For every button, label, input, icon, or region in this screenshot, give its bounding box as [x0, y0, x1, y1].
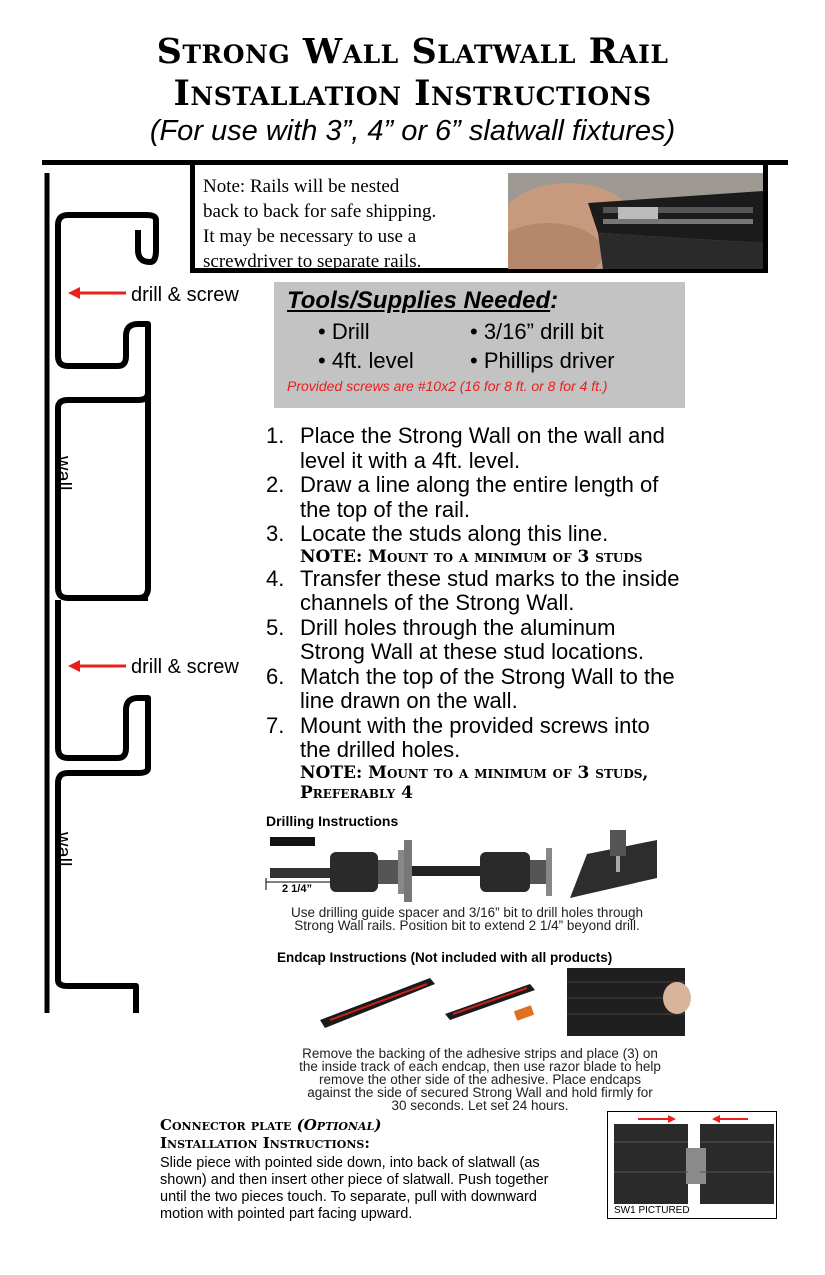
connector-text: Slide piece with pointed side down, into back of slatwall (as shown) and then insert other piece of slatwall. Push together until the two pieces touch. To separate, pull with downward motion with pointed part facing upward. [160, 1155, 549, 1222]
stud-note-1: NOTE: Mount to a minimum of 3 studs [300, 546, 643, 567]
list-item: 3. Locate the studs along this line. [266, 521, 609, 546]
drilling-caption: Use drilling guide spacer and 3/16” bit to drill holes through Strong Wall rails. Position bit to extend 2 1/4” beyond drill. [291, 905, 643, 933]
connector-subheading: Installation Instructions: [160, 1134, 370, 1152]
connector-image [608, 1112, 777, 1219]
tool-item: • Drill [318, 319, 370, 344]
list-item: 6. Match the top of the Strong Wall to the line drawn on the wall. [266, 663, 675, 713]
wall-label-2: wall [52, 832, 74, 867]
drill-screw-label-2: drill & screw [131, 656, 239, 678]
title-line-1: Strong Wall Slatwall Rail [156, 31, 669, 72]
stud-note-2: NOTE: Mount to a minimum of 3 studs, [300, 762, 649, 783]
installation-steps [266, 424, 746, 803]
note-line: Note: Rails will be nested [203, 176, 400, 197]
wall-label-1: wall [52, 456, 74, 491]
photo-label: SW1 PICTURED [614, 1205, 690, 1216]
list-item: 2. Draw a line along the entire length of the top of the rail. [266, 472, 659, 522]
note-line: screwdriver to separate rails. [203, 251, 422, 272]
provided-screws: Provided screws are #10x2 (16 for 8 ft. or 8 for 4 ft.) [287, 378, 608, 394]
list-item: 5. Drill holes through the aluminum Strong Wall at these stud locations. [266, 614, 645, 664]
connector-photo [607, 1111, 777, 1219]
note-line: It may be necessary to use a [203, 226, 417, 247]
list-item: 1. Place the Strong Wall on the wall and level it with a 4ft. level. [266, 423, 665, 473]
drilling-heading: Drilling Instructions [266, 813, 399, 829]
endcap-heading: Endcap Instructions (Not included with all products) [277, 950, 613, 965]
stud-note-2b: Preferably 4 [300, 782, 413, 803]
tool-item: • Phillips driver [470, 348, 615, 373]
tool-item: • 4ft. level [318, 348, 414, 373]
endcap-caption: Remove the backing of the adhesive strips and place (3) on the inside track of each endcap, then use razor blade to help remove the other side of the adhesive. Place endcaps against the side of secured Strong Wall and hold firmly for 30 seconds. Let set 24 hours. [299, 1046, 661, 1113]
nested-rails-image [508, 173, 763, 269]
title-line-2: Installation Instructions [173, 73, 652, 114]
list-item: 7. Mount with the provided screws into the drilled holes. [266, 712, 650, 762]
note-line: back to back for safe shipping. [203, 201, 437, 222]
measure-label: 2 1/4” [282, 883, 312, 895]
tool-item: • 3/16” drill bit [470, 319, 604, 344]
drill-screw-label-1: drill & screw [131, 284, 239, 306]
nested-rails-photo [508, 173, 763, 269]
tools-heading: Tools/Supplies Needed: [287, 287, 559, 314]
list-item: 4. Transfer these stud marks to the inside channels of the Strong Wall. [266, 565, 680, 615]
endcap-images [315, 968, 695, 1040]
subtitle: (For use with 3”, 4” or 6” slatwall fixtures) [149, 115, 676, 147]
drilling-images [262, 830, 662, 902]
connector-heading: Connector plate (Optional) [160, 1116, 382, 1134]
